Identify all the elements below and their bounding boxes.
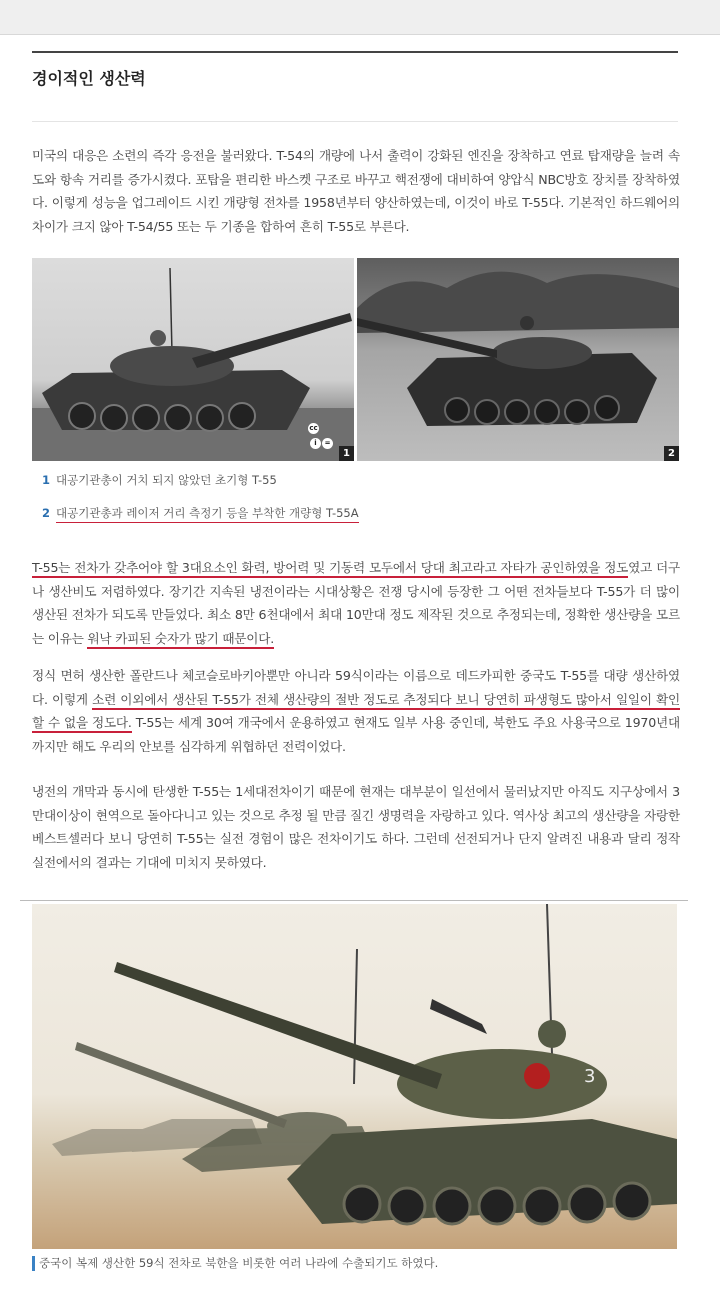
paragraph2-text: 였고 더구나 생산비도 저렴하였다. 장기간 지속된 냉전이라는 시대상황은 전쟁 당시에 등장한 그 어떤 전차들보다 T-55가 더 많이 생산된 전차가 되도록 만들었다. 최소 8만 6천대에서 최대 10만대 정도 제작된 것으로 추정되는데, 정확한 생산량을 모르는 이유는: [32, 560, 680, 646]
image-separator: [20, 900, 688, 901]
info-icon: i: [310, 438, 321, 449]
photo-badge-1: 1: [339, 446, 354, 461]
section-divider: [32, 121, 678, 122]
paragraph3-text-2: T-55는 세계 30여 개국에서 운용하였고 현재도 일부 사용 중인데, 북한도 주요 사용국으로 1970년대까지만 해도 우리의 안보를 심각하게 위협하던 전력이었다.: [32, 715, 680, 754]
section-title: 경이적인 생산력: [32, 69, 146, 88]
caption-number-1: 1: [42, 473, 51, 487]
paragraph-production: [32, 556, 680, 650]
caption-text-2: 대공기관총과 레이저 거리 측정기 등을 부착한 개량형 T-55A: [56, 506, 359, 523]
bottom-photo-caption: 중국이 복제 생산한 59식 전차로 북한을 비롯한 여러 나라에 수출되기도 하였다.: [32, 1256, 438, 1271]
section-top-rule: [32, 51, 678, 53]
highlight-foreign-production: 소련 이외에서 생산된 T-55가 전체 생산량의 절반 정도로 추정되다 보니 당연히 파생형도 많아서 일일이 확인 할 수 없을 정도다.: [32, 692, 680, 734]
tank-illustration-2: [357, 258, 679, 461]
caption-text-1: 대공기관총이 거치 되지 않았던 초기형 T-55: [56, 473, 277, 487]
intro-paragraph: 미국의 대응은 소련의 즉각 응전을 불러왔다. T-54의 개량에 나서 출력이 강화된 엔진을 장착하고 연료 탑재량을 늘려 속도와 항속 거리를 증가시켰다. 포탑을 편리한 바스켓 구조로 바꾸고 핵전쟁에 대비하여 양압식 NBC방호 장치를 장착하였다. 이렇게 성능을 업그레이드 시킨 개량형 전차를 1958년부터 양산하였는데, 이것이 바로 T-55다. 기본적인 하드웨어의 차이가 크지 않아 T-54/55 또는 두 기종을 합하여 흔히 T-55로 부른다.: [32, 148, 680, 234]
photo-type59-column[interactable]: [32, 904, 677, 1249]
paragraph-legacy: 냉전의 개막과 동시에 탄생한 T-55는 1세대전차이기 때문에 현재는 대부분이 일선에서 물러났지만 아직도 지구상에서 3만대이상이 현역으로 돌아다니고 있는 것으로 추정 될 만큼 질긴 생명력을 자랑하고 있다. 역사상 최고의 생산량을 자랑한 베스트셀러다 보니 당연히 T-55는 실전 경험이 많은 전차이기도 하다. 그런데 선전되거나 단지 알려진 내용과 달리 정작 실전에서의 결과는 기대에 미치지 못하였다.: [32, 784, 680, 870]
photo-caption-1: [42, 472, 277, 488]
turret-number: 3: [584, 1066, 596, 1087]
photo-early-t55[interactable]: [32, 258, 354, 461]
highlight-copies: 워낙 카피된 숫자가 많기 때문이다.: [87, 631, 274, 649]
photo-caption-2: [42, 505, 359, 521]
paragraph3-text-1: 정식 면허 생산한 폴란드나 체코슬로바키아뿐만 아니라 59식이라는 이름으로 데드카피한 중국도 T-55를 대량 생산하였다. 이렇게: [32, 668, 680, 707]
photo-t55a[interactable]: [357, 258, 679, 461]
equal-icon: =: [322, 438, 333, 449]
tank-illustration-1: [32, 258, 354, 461]
paragraph-copies: [32, 664, 680, 758]
browser-top-bar: [0, 0, 720, 35]
photo-badge-2: 2: [664, 446, 679, 461]
cc-icon: cc: [309, 424, 318, 432]
tank-column-illustration: [32, 904, 677, 1249]
caption-number-2: 2: [42, 506, 51, 520]
highlight-t55-reputation: T-55는 전차가 갖추어야 할 3대요소인 화력, 방어력 및 기동력 모두에서 당대 최고라고 자타가 공인하였을 정도: [32, 560, 628, 578]
